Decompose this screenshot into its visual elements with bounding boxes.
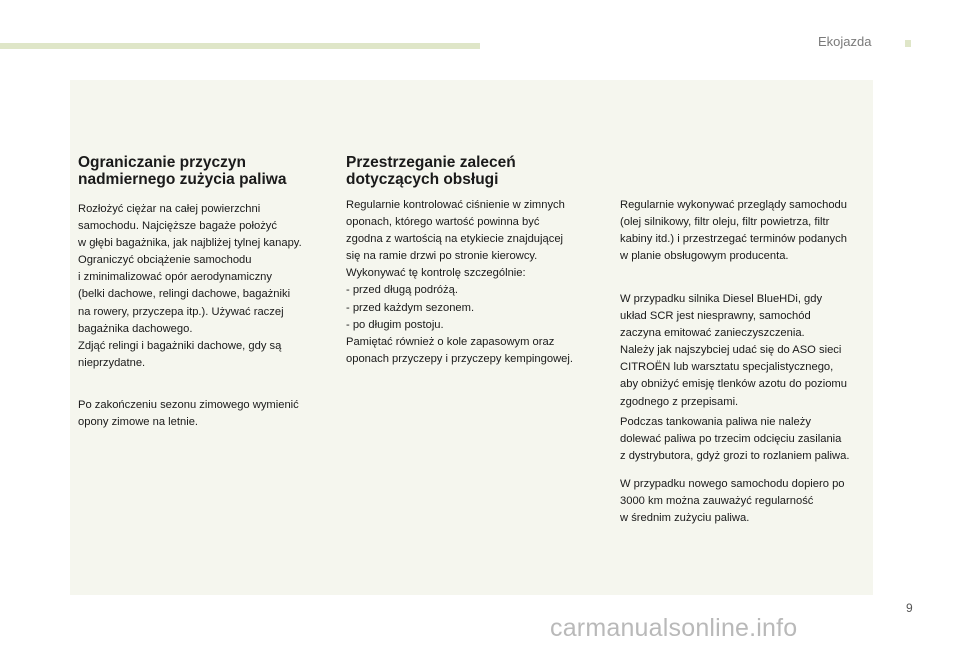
column-maintenance	[346, 154, 608, 188]
col1-para2-wrap	[78, 397, 328, 431]
watermark: carmanualsonline.info	[550, 614, 798, 642]
heading-fuel-consumption: Ograniczanie przyczyn nadmiernego zużycia paliwa	[78, 154, 287, 188]
column-fuel-consumption	[78, 154, 328, 188]
col3-paragraph-1: Regularnie wykonywać przeglądy samochodu (olej silnikowy, filtr oleju, filtr powietrza, filtr kabiny itd.) i przestrzegać terminów podanych w planie obsługowym producenta.	[620, 199, 847, 263]
col3-para1-wrap	[620, 197, 870, 265]
col1-para1-wrap	[78, 201, 328, 372]
heading-maintenance: Przestrzeganie zaleceń dotyczących obsługi	[346, 154, 516, 188]
section-title: Ekojazda	[818, 34, 872, 49]
header-accent-bar	[0, 43, 480, 49]
col3-paragraph-4: W przypadku nowego samochodu dopiero po 3000 km można zauważyć regularność w średnim zużyciu paliwa.	[620, 478, 845, 525]
section-marker	[905, 40, 911, 47]
col1-paragraph-1: Rozłożyć ciężar na całej powierzchni samochodu. Najcięższe bagaże położyć w głębi bagażnika, jak najbliżej tylnej kanapy. Ograniczyć obciążenie samochodu i zminimalizować opór aerodynamiczny (belki dachowe, relingi dachowe, bagażniki na rowery, przyczepa itp.). Używać raczej bagażnika dachowego. Zdjąć relingi i bagażniki dachowe, gdy są nieprzydatne.	[78, 203, 302, 369]
col2-paragraph-1: Regularnie kontrolować ciśnienie w zimnych oponach, którego wartość powinna być zgodna z wartością na etykiecie znajdującej się na ramie drzwi po stronie kierowcy. Wykonywać tę kontrolę szczególnie: - przed długą podróżą. - przed każdym sezonem. - po długim postoju. Pamiętać również o kole zapasowym oraz oponach przyczepy i przyczepy kempingowej.	[346, 199, 573, 365]
col3-para4-wrap	[620, 476, 870, 527]
col3-paragraph-2: W przypadku silnika Diesel BlueHDi, gdy układ SCR jest niesprawny, samochód zaczyna emitować zanieczyszczenia. Należy jak najszybciej udać się do ASO sieci CITROËN lub warsztatu specjalistycznego, aby obniżyć emisję tlenków azotu do poziomu zgodnego z przepisami.	[620, 293, 847, 408]
col2-para1-wrap	[346, 197, 608, 368]
col3-para3-wrap	[620, 414, 870, 465]
col3-para2-wrap	[620, 291, 870, 411]
col1-paragraph-2: Po zakończeniu sezonu zimowego wymienić opony zimowe na letnie.	[78, 399, 299, 429]
page-number: 9	[906, 601, 913, 615]
col3-paragraph-3: Podczas tankowania paliwa nie należy dolewać paliwa po trzecim odcięciu zasilania z dystrybutora, gdyż grozi to rozlaniem paliwa.	[620, 416, 850, 463]
